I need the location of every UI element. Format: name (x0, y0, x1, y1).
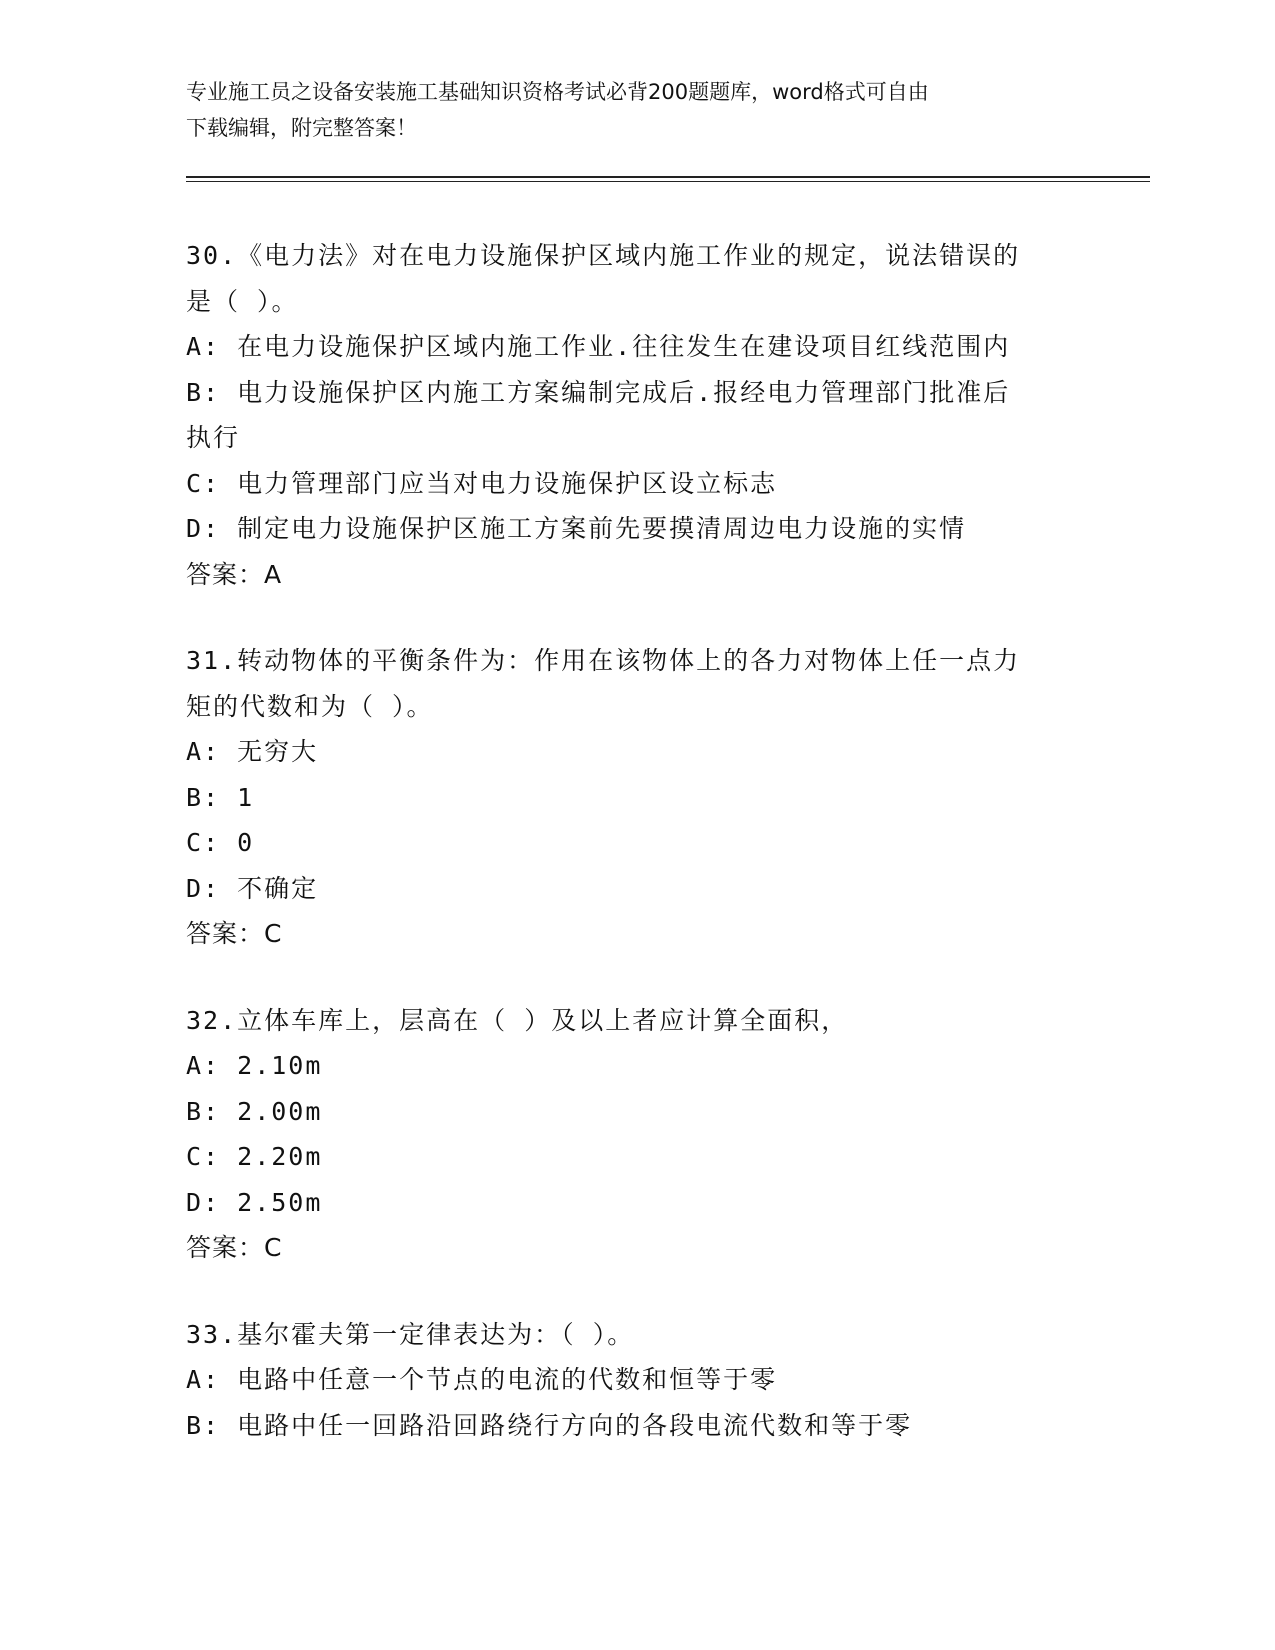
question-stem: 30.《电力法》对在电力设施保护区域内施工作业的规定，说法错误的 (186, 241, 1021, 270)
option-a: A: 在电力设施保护区域内施工作业.往往发生在建设项目红线范围内 (186, 332, 1011, 361)
option-a: A: 无穷大 (186, 737, 319, 766)
question-stem: 32.立体车库上，层高在（ ）及以上者应计算全面积， (186, 1005, 849, 1035)
option-b: B: 电力设施保护区内施工方案编制完成后.报经电力管理部门批准后 (186, 377, 1011, 407)
question-stem: 33.基尔霍夫第一定律表达为：（ ）。 (186, 1319, 635, 1349)
option-b-continued: 执行 (186, 423, 241, 452)
header-title-line-2: 下载编辑，附完整答案！ (186, 116, 417, 140)
option-c: C: 0 (186, 828, 255, 857)
option-c: C: 电力管理部门应当对电力设施保护区设立标志 (186, 468, 778, 498)
question-stem-continued: 是（ ）。 (186, 286, 299, 316)
option-a: A: 电路中任意一个节点的电流的代数和恒等于零 (186, 1365, 778, 1394)
option-b: B: 1 (186, 782, 255, 812)
option-d: D: 不确定 (186, 873, 319, 903)
question-30 (186, 233, 1106, 597)
option-d: D: 制定电力设施保护区施工方案前先要摸清周边电力设施的实情 (186, 514, 967, 543)
answer-line: 答案：C (186, 919, 283, 948)
header-divider-thin (186, 181, 1150, 182)
option-b: B: 电路中任一回路沿回路绕行方向的各段电流代数和等于零 (186, 1410, 913, 1440)
question-32 (186, 998, 1106, 1271)
header-title-line-1: 专业施工员之设备安装施工基础知识资格考试必背200题题库，word格式可自由 (186, 80, 929, 104)
question-31 (186, 638, 1106, 957)
option-b: B: 2.00m (186, 1096, 323, 1126)
option-c: C: 2.20m (186, 1142, 323, 1171)
option-d: D: 2.50m (186, 1187, 323, 1217)
question-stem-continued: 矩的代数和为（ ）。 (186, 691, 434, 721)
option-a: A: 2.10m (186, 1051, 323, 1080)
document-header (186, 74, 1086, 146)
header-divider-thick (186, 176, 1150, 178)
answer-line: 答案：A (186, 559, 283, 589)
answer-line: 答案：C (186, 1233, 283, 1262)
question-list (186, 233, 1106, 1489)
question-stem: 31.转动物体的平衡条件为：作用在该物体上的各力对物体上任一点力 (186, 646, 1021, 675)
question-33 (186, 1312, 1106, 1449)
